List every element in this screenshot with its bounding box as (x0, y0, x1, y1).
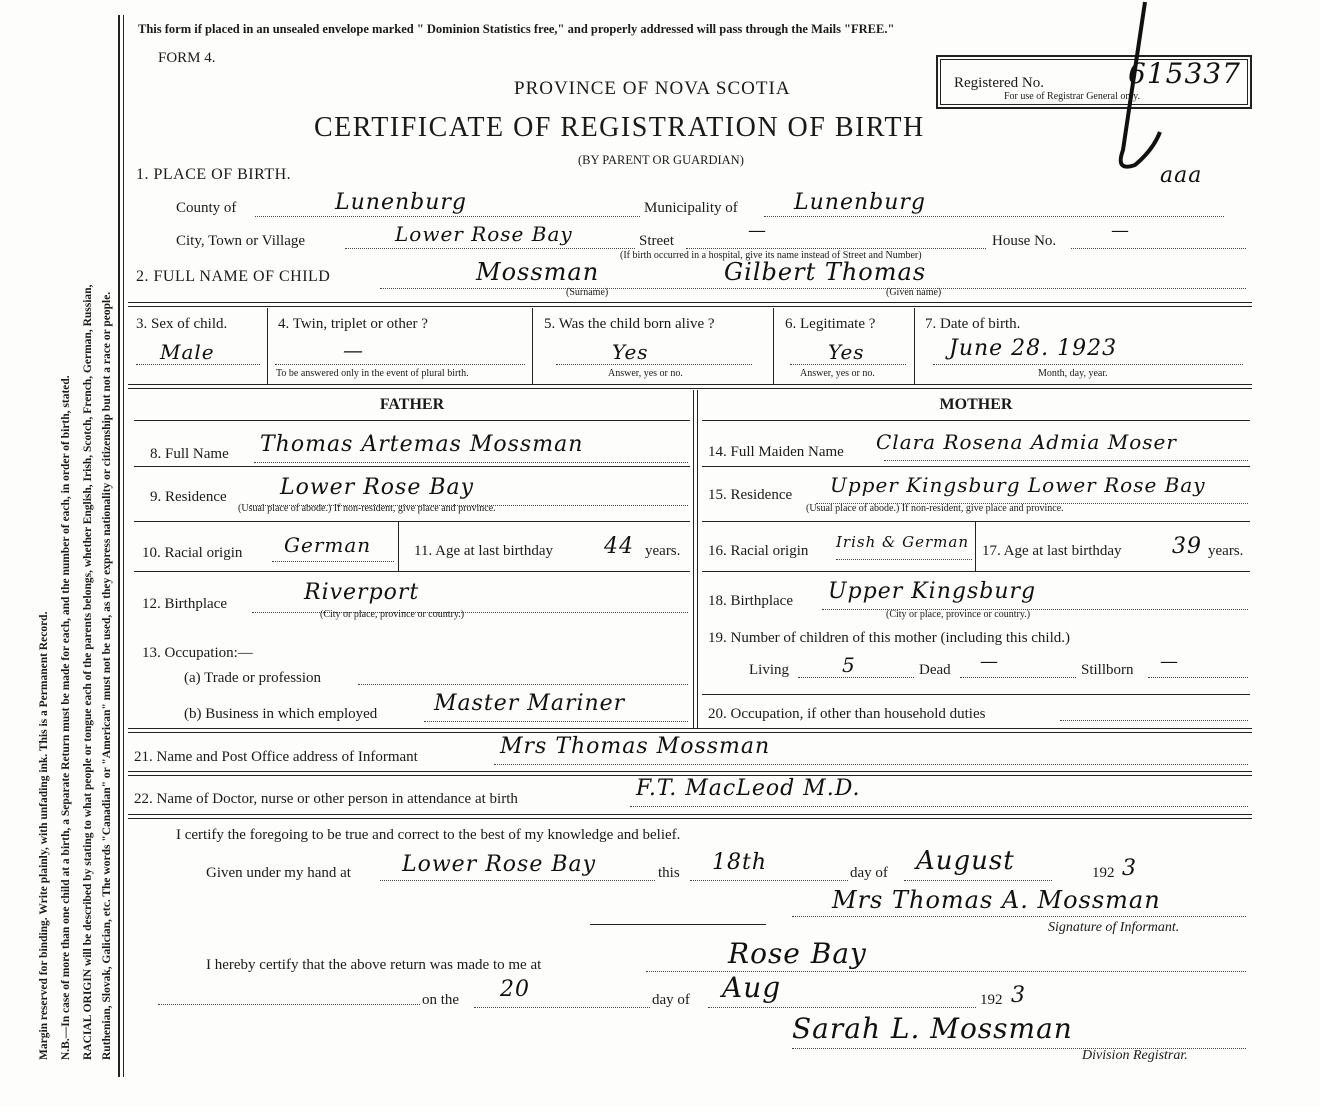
living-label: Living (749, 662, 789, 678)
place-section-label: 1. PLACE OF BIRTH. (136, 166, 292, 183)
mother-occupation-label: 20. Occupation, if other than household duties (708, 706, 986, 722)
informant-signature-note: Signature of Informant. (1048, 920, 1180, 935)
registrar-signature-note: Division Registrar. (1082, 1048, 1188, 1063)
father-race-field (272, 533, 394, 562)
mother-birthplace-value: Upper Kingsburg (828, 579, 1037, 604)
stillborn-field (1148, 651, 1248, 678)
house-label: House No. (992, 233, 1057, 249)
given-place-value: Lower Rose Bay (402, 852, 597, 877)
father-birthplace-label: 12. Birthplace (142, 596, 227, 612)
margin-note-racial-origin: RACIAL ORIGIN will be described by stating to what people or tongue each of the parents belongs, whether English, Irish, Scotch, French, German, Russian, (82, 284, 94, 1060)
registrar-signature: Sarah L. Mossman (792, 1012, 1073, 1045)
twin-label: 4. Twin, triplet or other ? (278, 316, 428, 332)
given-label: Given under my hand at (206, 865, 351, 881)
mother-name-label: 14. Full Maiden Name (708, 444, 844, 460)
child-name-field (380, 258, 1246, 289)
registrar-note: For use of Registrar General only. (1004, 91, 1140, 102)
mother-residence-value: Upper Kingsburg Lower Rose Bay (830, 473, 1206, 497)
living-value: 5 (842, 653, 856, 677)
center-divider (693, 390, 694, 728)
on-label: on the (422, 992, 460, 1008)
mother-race-value: Irish & German (836, 533, 969, 551)
father-birthplace-note: (City or place, province or country.) (320, 609, 465, 620)
municipality-value: Lunenburg (794, 190, 926, 215)
alive-value: Yes (612, 340, 649, 364)
stillborn-value: — (1160, 651, 1179, 672)
dob-label: 7. Date of birth. (925, 316, 1021, 332)
cert-year-suffix: 3 (1122, 856, 1137, 881)
child-name-label: 2. FULL NAME OF CHILD (136, 268, 331, 285)
father-residence-note: (Usual place of abode.) If non-resident, give place and province. (238, 503, 496, 514)
cert-year-prefix: 192 (1092, 865, 1115, 881)
registrar-signature-field (792, 1012, 1246, 1049)
mother-children-label: 19. Number of children of this mother (including this child.) (708, 630, 1071, 646)
county-value: Lunenburg (335, 190, 467, 215)
city-field (345, 222, 635, 249)
father-name-value: Thomas Artemas Mossman (260, 432, 584, 457)
mother-age-value: 39 (1172, 534, 1202, 559)
cert-day-label: day of (850, 865, 888, 881)
municipality-field (764, 190, 1224, 217)
father-birthplace-value: Riverport (304, 580, 420, 605)
county-field (255, 190, 640, 217)
twin-value: — (343, 338, 364, 362)
dob-value: June 28. 1923 (949, 336, 1118, 361)
living-field (798, 653, 914, 678)
check-mark (1085, 0, 1165, 180)
street-note: (If birth occurred in a hospital, give its name instead of Street and Number) (620, 250, 922, 261)
municipality-label: Municipality of (644, 200, 738, 216)
alive-field (556, 340, 752, 365)
page-subtitle: (BY PARENT OR GUARDIAN) (578, 153, 744, 167)
house-value: — (1111, 220, 1130, 241)
registrar-place-field (646, 937, 1246, 972)
father-trade-field (358, 668, 688, 685)
father-age-label: 11. Age at last birthday (414, 543, 553, 559)
reg-day-value: 20 (500, 977, 530, 1002)
father-trade-label: (a) Trade or profession (184, 670, 322, 686)
margin-note-binding: Margin reserved for binding. Write plainly, with unfading ink. This is a Permanent Record. (38, 611, 50, 1060)
doctor-field (630, 776, 1248, 807)
doctor-value: F.T. MacLeod M.D. (636, 776, 861, 801)
doctor-label: 22. Name of Doctor, nurse or other person in attendance at birth (134, 791, 518, 807)
reg-day-label: day of (652, 992, 690, 1008)
cert-separator (590, 924, 766, 925)
mother-age-label: 17. Age at last birthday (982, 543, 1122, 559)
mother-race-field (836, 533, 972, 560)
informant-value: Mrs Thomas Mossman (500, 734, 771, 759)
mother-birthplace-label: 18. Birthplace (708, 593, 793, 609)
father-race-label: 10. Racial origin (142, 545, 243, 561)
legitimate-value: Yes (828, 340, 865, 364)
registrar-leader (158, 994, 420, 1005)
registrar-statement: I hereby certify that the above return was made to me at (206, 957, 542, 973)
form-number: FORM 4. (158, 50, 216, 66)
surname-note: (Surname) (566, 287, 609, 298)
city-label: City, Town or Village (176, 233, 306, 249)
father-business-field (424, 691, 688, 722)
mother-residence-note: (Usual place of abode.) If non-resident, give place and province. (806, 503, 1064, 514)
mother-name-value: Clara Rosena Admia Moser (876, 430, 1177, 454)
informant-field (494, 734, 1248, 765)
street-field (686, 220, 986, 249)
twin-field (275, 338, 525, 365)
father-name-field (254, 432, 688, 463)
father-name-label: 8. Full Name (150, 446, 229, 462)
reg-month-field (708, 971, 976, 1008)
father-age-value: 44 (604, 534, 634, 559)
given-place-field (380, 852, 655, 881)
cert-month-field (904, 846, 1052, 881)
street-label: Street (639, 233, 674, 249)
mother-birthplace-field (822, 579, 1248, 610)
legitimate-field (790, 340, 906, 365)
dead-field (960, 651, 1076, 678)
dob-field (933, 336, 1243, 365)
certify-statement: I certify the foregoing to be true and correct to the best of my knowledge and belief. (176, 827, 681, 843)
margin-note-racial-origin-2: Ruthenian, Slovak, Galician, etc. The words "Canadian" or "American" must not be used, as they express nationality or citizenship but not a race or people. (101, 291, 113, 1060)
dead-label: Dead (919, 662, 951, 678)
legitimate-note: Answer, yes or no. (800, 368, 875, 379)
registered-number: 615337 (1128, 57, 1241, 90)
house-field (1071, 220, 1246, 249)
reg-month-value: Aug (722, 971, 782, 1004)
county-label: County of (176, 200, 237, 216)
father-race-value: German (284, 533, 372, 557)
page-title: CERTIFICATE OF REGISTRATION OF BIRTH (314, 112, 925, 143)
sex-label: 3. Sex of child. (136, 316, 228, 332)
mother-age-unit: years. (1208, 543, 1244, 559)
margin-rule-2 (123, 15, 124, 1077)
reg-year-suffix: 3 (1011, 983, 1026, 1008)
father-age-unit: years. (645, 543, 681, 559)
registered-label: Registered No. (954, 75, 1044, 91)
street-value: — (748, 220, 767, 241)
margin-rule (118, 15, 120, 1077)
rule-after-parents (128, 728, 1252, 733)
given-note: (Given name) (886, 287, 942, 298)
cert-month-value: August (916, 846, 1015, 876)
informant-signature-field (792, 886, 1246, 917)
margin-mark: aaa (1160, 163, 1203, 188)
father-residence-value: Lower Rose Bay (280, 475, 475, 500)
mother-residence-label: 15. Residence (708, 487, 793, 503)
postal-note: This form if placed in an unsealed envelope marked " Dominion Statistics free," and properly addressed will pass through the Mails "FREE." (138, 22, 895, 36)
father-business-value: Master Mariner (434, 691, 626, 716)
margin-note-plural-birth: N.B.—In case of more than one child at a birth, a Separate Return must be made for each, and the number of each, in order of birth, stated. (60, 375, 72, 1060)
reg-day-field (474, 977, 650, 1008)
father-occupation-label: 13. Occupation:— (142, 645, 253, 661)
rule-after-name (128, 302, 1252, 307)
mother-name-field (876, 430, 1248, 461)
mother-residence-field (816, 473, 1248, 504)
mother-race-label: 16. Racial origin (708, 543, 809, 559)
city-value: Lower Rose Bay (395, 222, 573, 246)
father-residence-label: 9. Residence (150, 489, 227, 505)
dead-value: — (980, 651, 999, 672)
mother-birthplace-note: (City or place, province or country.) (886, 609, 1031, 620)
informant-signature: Mrs Thomas A. Mossman (832, 886, 1161, 914)
rule-after-row3 (128, 384, 1252, 389)
father-birthplace-field (252, 580, 688, 613)
registrar-place-value: Rose Bay (728, 937, 867, 970)
father-heading: FATHER (379, 396, 445, 413)
left-margin (0, 0, 125, 1107)
alive-note: Answer, yes or no. (608, 368, 683, 379)
child-surname: Mossman (476, 258, 600, 286)
alive-label: 5. Was the child born alive ? (544, 316, 715, 332)
this-label: this (658, 865, 680, 881)
cert-day-field (690, 850, 848, 881)
stillborn-label: Stillborn (1081, 662, 1134, 678)
dob-note: Month, day, year. (1038, 368, 1108, 379)
mother-occupation-field (1060, 702, 1248, 721)
child-given-name: Gilbert Thomas (724, 258, 927, 286)
twin-note: To be answered only in the event of plural birth. (276, 368, 469, 379)
informant-label: 21. Name and Post Office address of Informant (134, 749, 418, 765)
reg-year-prefix: 192 (980, 992, 1003, 1008)
cert-day-value: 18th (712, 850, 768, 875)
sex-field (136, 340, 260, 365)
sex-value: Male (160, 340, 215, 364)
mother-heading: MOTHER (939, 396, 1013, 413)
legitimate-label: 6. Legitimate ? (785, 316, 876, 332)
province-heading: PROVINCE OF NOVA SCOTIA (514, 78, 791, 99)
father-business-label: (b) Business in which employed (184, 706, 378, 722)
